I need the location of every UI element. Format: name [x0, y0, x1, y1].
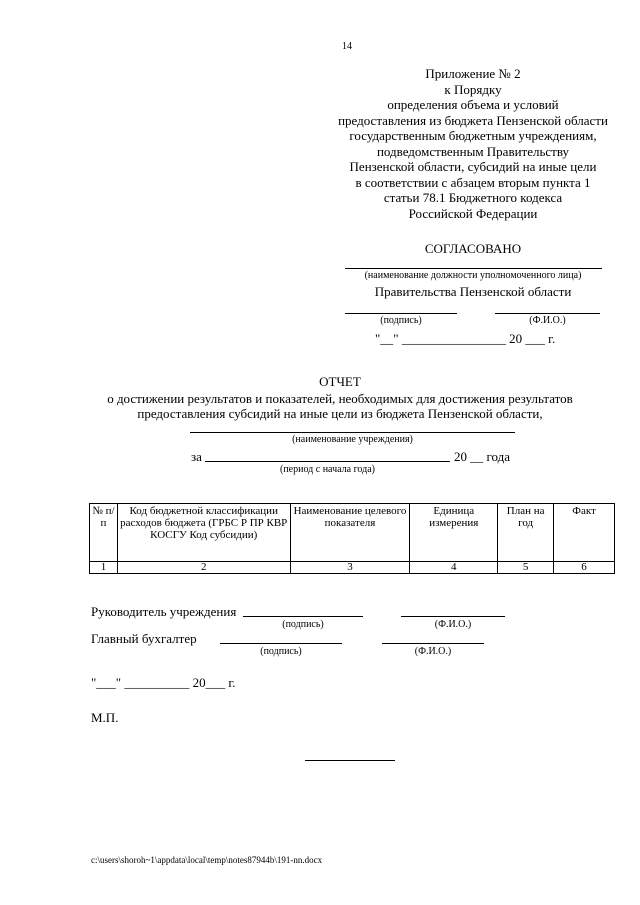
appendix-block: [320, 66, 626, 221]
column-number-row: [90, 562, 615, 574]
column-header: Факт: [554, 504, 615, 562]
period-year: 20 __ года: [454, 449, 511, 464]
table-header-row: [90, 504, 615, 562]
position-caption: (наименование должности уполномоченного лица): [364, 270, 582, 281]
institution-caption: (наименование учреждения): [292, 434, 413, 445]
accountant-signature-line: [220, 643, 342, 644]
accountant-name-line: [382, 643, 484, 644]
signature-caption: (подпись): [380, 315, 422, 326]
appendix-line: в соответствии с абзацем вторым пункта 1: [355, 174, 591, 190]
footer-file-path: c:\users\shoroh~1\appdata\local\temp\notes87944b\191-nn.docx: [91, 855, 323, 865]
stamp-label: М.П.: [91, 710, 119, 725]
end-divider: [305, 760, 395, 761]
position-line: [345, 268, 602, 269]
accountant-signature-caption: (подпись): [260, 646, 302, 657]
column-number: 1: [90, 562, 118, 574]
accountant-label: Главный бухгалтер: [91, 631, 197, 646]
head-signature-caption: (подпись): [282, 619, 324, 630]
head-name-caption: (Ф.И.О.): [434, 619, 472, 630]
institution-line: [190, 432, 515, 433]
appendix-line: предоставления из бюджета Пензенской области: [338, 112, 608, 128]
column-number: 5: [498, 562, 554, 574]
column-number: 4: [410, 562, 498, 574]
page-number: 14: [342, 41, 352, 52]
appendix-line: Российской Федерации: [408, 205, 538, 221]
column-header: Единица измерения: [410, 504, 498, 562]
signature-line: [345, 313, 457, 314]
head-label: Руководитель учреждения: [91, 604, 237, 619]
column-header: № п/п: [90, 504, 118, 562]
appendix-line: государственным бюджетным учреждениям,: [349, 128, 597, 143]
signature-date: "___" __________ 20___ г.: [91, 675, 236, 690]
column-header: Наименование целевого показателя: [290, 504, 410, 562]
appendix-line: Приложение № 2: [425, 66, 521, 81]
name-caption: (Ф.И.О.): [529, 315, 566, 326]
head-name-line: [401, 616, 505, 617]
approval-title: СОГЛАСОВАНО: [424, 241, 522, 256]
name-line: [495, 313, 600, 314]
appendix-line: статьи 78.1 Бюджетного кодекса: [383, 190, 563, 205]
appendix-line: подведомственным Правительству: [376, 143, 570, 159]
report-title: ОТЧЕТ: [319, 374, 361, 389]
column-number: 2: [117, 562, 290, 574]
period-for-label: за: [191, 449, 202, 464]
appendix-line: Пензенской области, субсидий на иные цели: [349, 159, 597, 174]
column-number: 3: [290, 562, 410, 574]
period-caption: (период с начала года): [279, 464, 375, 475]
report-table: [89, 503, 615, 574]
appendix-line: к Порядку: [444, 81, 502, 97]
column-header: Код бюджетной классификации расходов бюджета (ГРБС Р ПР КВР КОСГУ Код субсидии): [117, 504, 290, 562]
period-line: [205, 461, 450, 462]
approval-date: "__" ________________ 20 ___ г.: [375, 331, 556, 346]
report-subtitle: о достижении результатов и показателей, необходимых для достижения результатов: [107, 391, 573, 406]
appendix-line: определения объема и условий: [387, 97, 559, 112]
accountant-name-caption: (Ф.И.О.): [414, 646, 452, 657]
approval-organization: Правительства Пензенской области: [374, 284, 572, 299]
column-number: 6: [554, 562, 615, 574]
report-subtitle: предоставления субсидий на иные цели из бюджета Пензенской области,: [137, 406, 543, 421]
head-signature-line: [243, 616, 363, 617]
column-header: План на год: [498, 504, 554, 562]
